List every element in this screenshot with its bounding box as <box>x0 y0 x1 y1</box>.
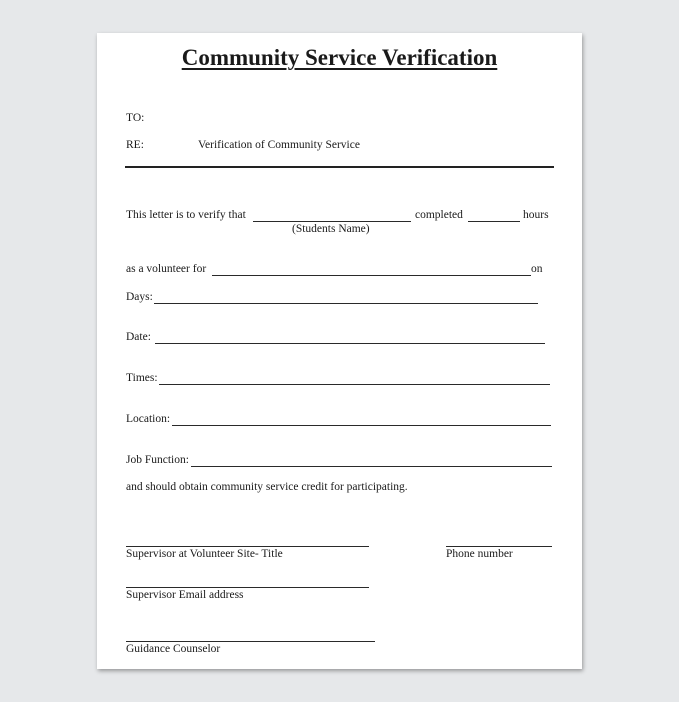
supervisor-email-line[interactable] <box>126 587 369 588</box>
header-divider <box>125 166 554 168</box>
organization-blank[interactable] <box>212 275 531 276</box>
date-blank[interactable] <box>155 343 545 344</box>
supervisor-title-caption: Supervisor at Volunteer Site- Title <box>126 548 283 560</box>
date-label: Date: <box>126 331 151 343</box>
supervisor-email-caption: Supervisor Email address <box>126 589 244 601</box>
guidance-counselor-line[interactable] <box>126 641 375 642</box>
job-function-label: Job Function: <box>126 454 189 466</box>
document-page <box>97 33 582 669</box>
student-name-blank[interactable] <box>253 221 411 222</box>
times-label: Times: <box>126 372 158 384</box>
document-title: Community Service Verification <box>181 45 498 70</box>
phone-number-caption: Phone number <box>446 548 513 560</box>
re-value: Verification of Community Service <box>198 139 360 151</box>
supervisor-title-signature-line[interactable] <box>126 546 369 547</box>
phone-number-line[interactable] <box>446 546 552 547</box>
days-label: Days: <box>126 291 153 303</box>
verify-prefix-text: This letter is to verify that <box>126 209 246 221</box>
re-label: RE: <box>126 139 144 151</box>
location-blank[interactable] <box>172 425 551 426</box>
students-name-caption: (Students Name) <box>292 223 370 235</box>
volunteer-for-text: as a volunteer for <box>126 263 207 275</box>
hours-text: hours <box>523 209 549 221</box>
to-label: TO: <box>126 112 145 124</box>
times-blank[interactable] <box>159 384 550 385</box>
location-label: Location: <box>126 413 171 425</box>
guidance-counselor-caption: Guidance Counselor <box>126 643 221 655</box>
completed-text: completed <box>415 209 463 221</box>
on-text: on <box>531 263 543 275</box>
hours-blank[interactable] <box>468 221 520 222</box>
days-blank[interactable] <box>154 303 538 304</box>
credit-sentence: and should obtain community service credit for participating. <box>126 481 408 493</box>
job-function-blank[interactable] <box>191 466 552 467</box>
